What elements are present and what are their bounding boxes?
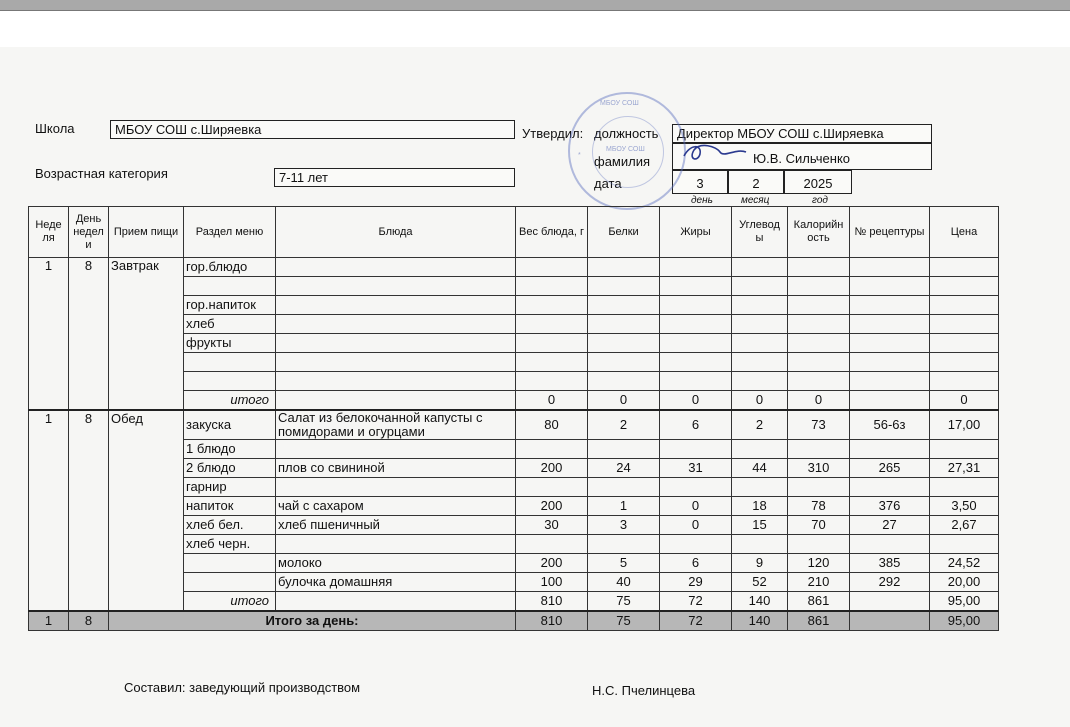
section-cell: напиток [184,497,276,516]
dish-cell: молоко [276,554,516,573]
section-cell: хлеб черн. [184,535,276,554]
recipe-cell [850,478,930,497]
section-cell [184,573,276,592]
protein-cell [588,372,660,391]
protein-cell [588,478,660,497]
dish-cell [276,440,516,459]
fat-cell [660,315,732,334]
weight-cell [516,296,588,315]
day-total-weight: 810 [516,611,588,631]
weight-cell: 200 [516,459,588,478]
dish-cell [276,315,516,334]
recipe-cell: 376 [850,497,930,516]
protein-cell: 5 [588,554,660,573]
price-cell [930,440,999,459]
subtotal-fat: 72 [660,592,732,612]
kcal-cell [788,334,850,353]
recipe-cell [850,296,930,315]
weight-cell: 80 [516,410,588,440]
fat-cell: 29 [660,573,732,592]
school-label: Школа [35,121,75,136]
price-cell [930,277,999,296]
section-cell: хлеб [184,315,276,334]
protein-cell: 24 [588,459,660,478]
dish-cell [276,372,516,391]
dish-cell [276,478,516,497]
dish-cell: плов со свининой [276,459,516,478]
carbs-cell: 44 [732,459,788,478]
subtotal-dish-cell [276,592,516,612]
section-cell: фрукты [184,334,276,353]
weight-cell [516,535,588,554]
price-cell: 3,50 [930,497,999,516]
subtotal-fat: 0 [660,391,732,411]
fat-cell [660,440,732,459]
price-cell [930,353,999,372]
scan-top-bar [0,0,1070,11]
carbs-cell [732,296,788,315]
month-caption: месяц [741,195,770,206]
approved-label: Утвердил: [522,126,584,141]
col-weight: Вес блюда, г [516,207,588,258]
price-cell: 24,52 [930,554,999,573]
kcal-cell: 120 [788,554,850,573]
signature [680,140,750,164]
protein-cell: 2 [588,410,660,440]
kcal-cell [788,440,850,459]
recipe-cell [850,315,930,334]
recipe-cell: 56-6з [850,410,930,440]
week-cell: 1 [29,258,69,411]
col-recipe: № рецептуры [850,207,930,258]
carbs-cell [732,277,788,296]
meal-cell: Обед [109,410,184,611]
carbs-cell: 15 [732,516,788,535]
carbs-cell: 52 [732,573,788,592]
fat-cell [660,334,732,353]
recipe-cell [850,372,930,391]
section-cell [184,353,276,372]
carbs-cell: 2 [732,410,788,440]
table-row [29,258,999,277]
fat-cell [660,478,732,497]
protein-cell [588,535,660,554]
day-total-protein: 75 [588,611,660,631]
kcal-cell: 73 [788,410,850,440]
recipe-cell: 265 [850,459,930,478]
fat-cell [660,535,732,554]
recipe-cell: 385 [850,554,930,573]
scan-white-band [0,11,1070,47]
fat-cell: 31 [660,459,732,478]
protein-cell [588,334,660,353]
dish-cell: хлеб пшеничный [276,516,516,535]
protein-cell [588,277,660,296]
kcal-cell: 210 [788,573,850,592]
price-cell [930,478,999,497]
kcal-cell [788,296,850,315]
col-carbs: Углевод ы [732,207,788,258]
subtotal-carbs: 0 [732,391,788,411]
carbs-cell [732,334,788,353]
day-total-fat: 72 [660,611,732,631]
section-cell: закуска [184,410,276,440]
protein-cell [588,440,660,459]
recipe-cell [850,258,930,277]
carbs-cell [732,478,788,497]
section-cell: 1 блюдо [184,440,276,459]
weight-cell [516,372,588,391]
carbs-cell [732,353,788,372]
col-day: День недел и [69,207,109,258]
dish-cell [276,353,516,372]
kcal-cell: 310 [788,459,850,478]
section-cell: гор.блюдо [184,258,276,277]
subtotal-price: 0 [930,391,999,411]
dish-cell: чай с сахаром [276,497,516,516]
day-total-kcal: 861 [788,611,850,631]
price-cell: 17,00 [930,410,999,440]
day-total-week: 1 [29,611,69,631]
protein-cell: 40 [588,573,660,592]
subtotal-label: итого [184,391,276,411]
surname-label: фамилия [594,154,651,169]
carbs-cell [732,535,788,554]
col-week: Неде ля [29,207,69,258]
price-cell [930,334,999,353]
menu-table [28,206,999,631]
table-row [29,410,999,440]
date-month-field: 2 [728,170,784,194]
dish-cell [276,535,516,554]
recipe-cell [850,334,930,353]
weight-cell: 200 [516,497,588,516]
protein-cell [588,296,660,315]
weight-cell [516,440,588,459]
date-label: дата [594,176,622,191]
day-caption: день [691,195,713,206]
weight-cell: 200 [516,554,588,573]
day-total-day: 8 [69,611,109,631]
fat-cell [660,372,732,391]
kcal-cell [788,258,850,277]
col-kcal: Калорийн ость [788,207,850,258]
col-dish: Блюда [276,207,516,258]
protein-cell [588,315,660,334]
carbs-cell [732,372,788,391]
fat-cell [660,277,732,296]
subtotal-weight: 0 [516,391,588,411]
subtotal-kcal: 0 [788,391,850,411]
fat-cell [660,296,732,315]
carbs-cell: 9 [732,554,788,573]
section-cell: гор.напиток [184,296,276,315]
fat-cell: 0 [660,497,732,516]
fat-cell [660,258,732,277]
kcal-cell [788,353,850,372]
age-category-field: 7-11 лет [274,168,515,187]
fat-cell: 0 [660,516,732,535]
carbs-cell [732,258,788,277]
dish-cell [276,296,516,315]
weight-cell: 30 [516,516,588,535]
section-cell: 2 блюдо [184,459,276,478]
position-label: должность [594,126,659,141]
carbs-cell [732,440,788,459]
price-cell [930,535,999,554]
price-cell: 27,31 [930,459,999,478]
price-cell: 2,67 [930,516,999,535]
kcal-cell [788,277,850,296]
subtotal-recipe [850,592,930,612]
kcal-cell: 78 [788,497,850,516]
fat-cell: 6 [660,554,732,573]
meal-cell: Завтрак [109,258,184,411]
weight-cell: 100 [516,573,588,592]
day-total-recipe [850,611,930,631]
age-category-label: Возрастная категория [35,166,168,181]
fat-cell: 6 [660,410,732,440]
price-cell: 20,00 [930,573,999,592]
kcal-cell [788,315,850,334]
official-stamp: МБОУ СОШ МБОУ СОШ * [568,92,686,210]
day-total-carbs: 140 [732,611,788,631]
dish-cell [276,258,516,277]
year-caption: год [812,195,828,206]
section-cell [184,277,276,296]
subtotal-carbs: 140 [732,592,788,612]
kcal-cell [788,535,850,554]
col-fat: Жиры [660,207,732,258]
fat-cell [660,353,732,372]
day-cell: 8 [69,410,109,611]
col-meal: Прием пищи [109,207,184,258]
recipe-cell [850,277,930,296]
carbs-cell [732,315,788,334]
table-header-row [29,207,999,258]
weight-cell [516,277,588,296]
price-cell [930,372,999,391]
date-day-field: 3 [672,170,728,194]
subtotal-protein: 0 [588,391,660,411]
day-cell: 8 [69,258,109,411]
protein-cell [588,353,660,372]
price-cell [930,315,999,334]
recipe-cell [850,353,930,372]
section-cell [184,372,276,391]
school-field: МБОУ СОШ с.Ширяевка [110,120,515,139]
kcal-cell: 70 [788,516,850,535]
recipe-cell: 292 [850,573,930,592]
subtotal-label: итого [184,592,276,612]
weight-cell [516,315,588,334]
position-field: Директор МБОУ СОШ с.Ширяевка [672,124,932,143]
col-protein: Белки [588,207,660,258]
section-cell: гарнир [184,478,276,497]
recipe-cell: 27 [850,516,930,535]
col-section: Раздел меню [184,207,276,258]
compiled-by-label: Составил: заведующий производством [124,680,361,695]
subtotal-protein: 75 [588,592,660,612]
recipe-cell [850,535,930,554]
day-total-label: Итого за день: [109,611,516,631]
subtotal-price: 95,00 [930,592,999,612]
carbs-cell: 18 [732,497,788,516]
section-cell [184,554,276,573]
dish-cell [276,334,516,353]
col-price: Цена [930,207,999,258]
subtotal-recipe [850,391,930,411]
day-total-row [29,611,999,631]
subtotal-kcal: 861 [788,592,850,612]
protein-cell: 3 [588,516,660,535]
kcal-cell [788,372,850,391]
section-cell: хлеб бел. [184,516,276,535]
weight-cell [516,334,588,353]
protein-cell: 1 [588,497,660,516]
date-year-field: 2025 [784,170,852,194]
price-cell [930,296,999,315]
week-cell: 1 [29,410,69,611]
weight-cell [516,353,588,372]
dish-cell [276,277,516,296]
weight-cell [516,478,588,497]
protein-cell [588,258,660,277]
dish-cell: булочка домашняя [276,573,516,592]
dish-cell: Салат из белокочанной капусты с помидорами и огурцами [276,410,516,440]
price-cell [930,258,999,277]
kcal-cell [788,478,850,497]
subtotal-weight: 810 [516,592,588,612]
compiled-by-name: Н.С. Пчелинцева [592,683,696,698]
subtotal-dish-cell [276,391,516,411]
day-total-price: 95,00 [930,611,999,631]
recipe-cell [850,440,930,459]
weight-cell [516,258,588,277]
surname-field: Ю.В. Сильченко [672,143,932,170]
